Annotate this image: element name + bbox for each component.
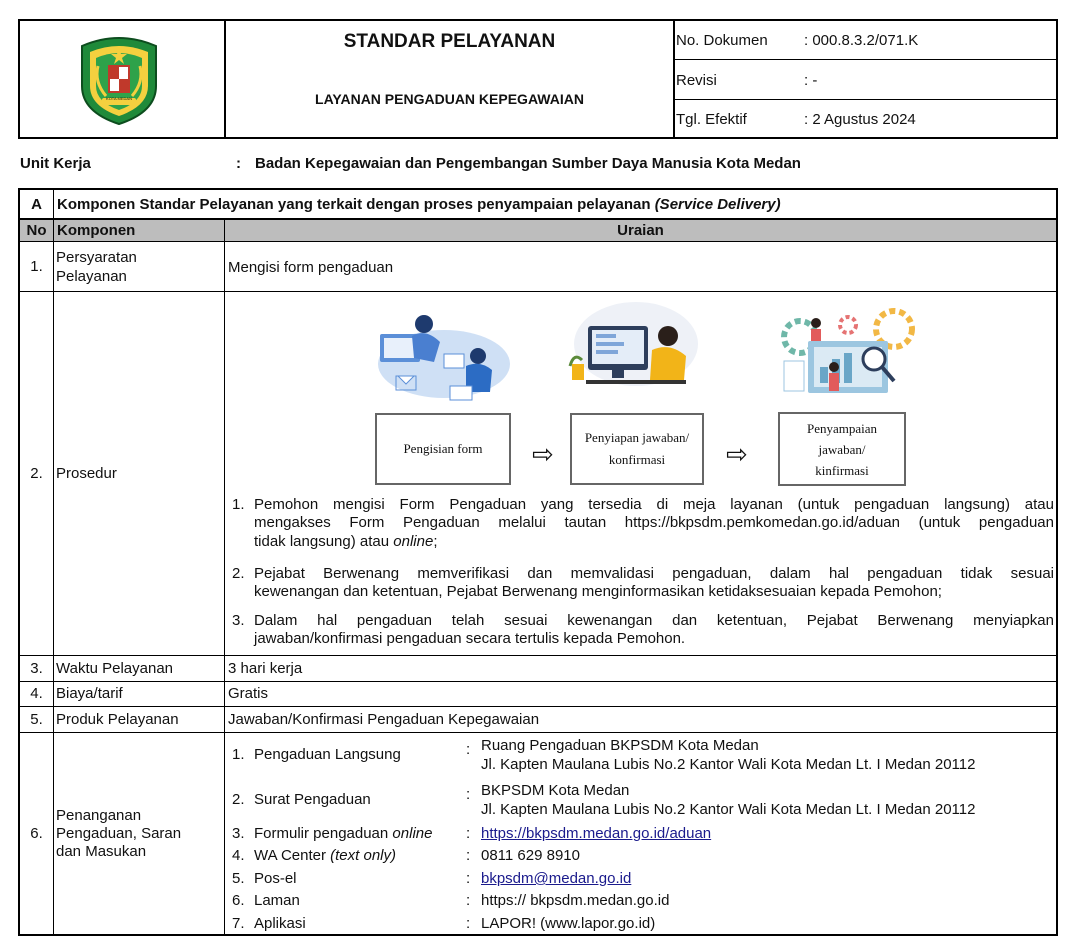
channel-label: Surat Pengaduan — [254, 791, 371, 808]
channel-number: 6. — [232, 892, 245, 909]
channel-value: https:// bkpsdm.medan.go.id — [481, 892, 670, 909]
row-divider — [18, 291, 1058, 292]
step-number: 3. — [232, 612, 245, 629]
row-divider — [18, 732, 1058, 733]
col-header-uraian: Uraian — [617, 222, 664, 239]
komponen-label: Waktu Pelayanan — [56, 660, 174, 677]
channel-colon: : — [466, 741, 471, 758]
step-text: mengakses Form Pengaduan melalui tautan https://bkpsdm.pemkomedan.go.id/aduan (untuk pengaduan — [254, 514, 1054, 531]
komponen-label: Persyaratan — [56, 249, 137, 266]
channel-label: Pengaduan Langsung — [254, 746, 401, 763]
channel-number: 7. — [232, 915, 245, 932]
flow-step-delivery — [778, 412, 906, 486]
flow-step-label: jawaban/ — [818, 441, 866, 457]
step-text-part: tidak langsung) atau — [254, 533, 394, 550]
channel-number: 2. — [232, 791, 245, 808]
channel-number: 3. — [232, 825, 245, 842]
komponen-label: Pengaduan, Saran — [56, 825, 182, 842]
unit-value: Badan Kepegawaian dan Pengembangan Sumber Daya Manusia Kota Medan — [255, 155, 801, 172]
channel-colon: : — [466, 825, 471, 842]
uraian-value: 3 hari kerja — [228, 660, 303, 677]
step-number: 1. — [232, 496, 245, 513]
step-text: Pemohon mengisi Form Pengaduan yang tersedia di meja layanan (untuk pengaduan langsung) atau — [254, 496, 1054, 513]
komponen-label: Pelayanan — [56, 268, 127, 285]
uraian-value: Mengisi form pengaduan — [228, 259, 394, 276]
channel-colon: : — [466, 870, 471, 887]
step-text: Dalam hal pengaduan telah sesuai kewenangan dan ketentuan, Pejabat Berwenang menyiapkan — [254, 612, 1054, 629]
flow-step-preparation — [570, 413, 704, 485]
channel-colon: : — [466, 786, 471, 803]
kota-medan-logo — [76, 32, 162, 126]
section-letter: A — [31, 196, 42, 213]
channel-number: 4. — [232, 847, 245, 864]
flow-step-label: konfirmasi — [608, 452, 666, 467]
flow-step-label: Penyiapan jawaban/ — [584, 430, 690, 445]
channel-label-part: WA Center — [254, 847, 331, 864]
channel-colon: : — [466, 915, 471, 932]
channel-value: 0811 629 8910 — [481, 847, 580, 864]
channel-value: Ruang Pengaduan BKPSDM Kota Medan — [481, 737, 759, 754]
col-header-komponen: Komponen — [57, 222, 136, 239]
row-number: 6. — [30, 825, 43, 842]
channel-value: BKPSDM Kota Medan — [481, 782, 630, 799]
channel-label: Laman — [254, 892, 300, 909]
channel-label — [254, 825, 432, 843]
channel-value: Jl. Kapten Maulana Lubis No.2 Kantor Wali Kota Medan Lt. I Medan 20112 — [481, 801, 976, 818]
revision-value: : - — [804, 72, 818, 89]
col-header-no: No — [26, 222, 47, 239]
unit-label: Unit Kerja — [20, 155, 91, 172]
email-link[interactable]: bkpsdm@medan.go.id — [481, 870, 632, 887]
row-number: 1. — [30, 258, 43, 275]
row-number: 5. — [30, 711, 43, 728]
row-divider — [18, 706, 1058, 707]
channel-colon: : — [466, 892, 471, 909]
channel-colon: : — [466, 847, 471, 864]
aduan-link[interactable]: https://bkpsdm.medan.go.id/aduan — [481, 825, 712, 842]
komponen-label: Prosedur — [56, 465, 117, 482]
header-divider — [673, 19, 675, 139]
meta-divider — [673, 59, 1057, 60]
channel-label-italic: (text only) — [330, 847, 396, 864]
channel-label: Aplikasi — [254, 915, 306, 932]
logo-caption: KOTA MEDAN — [106, 96, 132, 101]
effective-date-label: Tgl. Efektif — [676, 111, 747, 128]
answer-delivery-illustration — [778, 305, 918, 403]
flow-step-label: kinfirmasi — [815, 462, 869, 478]
channel-number: 1. — [232, 746, 245, 763]
row-number: 3. — [30, 660, 43, 677]
doc-number-label: No. Dokumen — [676, 32, 768, 49]
row-divider — [18, 241, 1058, 242]
channel-label-part: Formulir pengaduan — [254, 825, 393, 842]
step-number: 2. — [232, 565, 245, 582]
col-divider — [53, 188, 54, 936]
section-title — [57, 196, 781, 214]
page-title: STANDAR PELAYANAN — [343, 31, 556, 52]
section-title-italic: (Service Delivery) — [654, 196, 781, 213]
step-text: kewenangan dan ketentuan, Pejabat Berwenang menginformasikan ketidaksesuaian kepada Pemohon; — [254, 583, 942, 600]
meta-divider — [673, 99, 1057, 100]
step-text: Pejabat Berwenang memverifikasi dan memvalidasi pengaduan, dalam hal pengaduan tidak sesuai — [254, 565, 1054, 582]
unit-separator: : — [236, 155, 241, 172]
channel-label — [254, 847, 396, 865]
flow-step-label: Pengisian form — [403, 441, 483, 456]
channel-value: LAPOR! (www.lapor.go.id) — [481, 915, 656, 932]
col-divider — [224, 219, 225, 936]
service-table — [18, 188, 1058, 936]
row-divider — [18, 218, 1058, 220]
row-number: 2. — [30, 465, 43, 482]
step-text: jawaban/konfirmasi pengaduan secara tertulis kepada Pemohon. — [254, 630, 686, 647]
flow-arrow-icon: ⇨ — [532, 440, 554, 470]
komponen-label: Biaya/tarif — [56, 685, 123, 702]
row-divider — [18, 681, 1058, 682]
uraian-value: Jawaban/Konfirmasi Pengaduan Kepegawaian — [228, 711, 540, 728]
effective-date-value: : 2 Agustus 2024 — [804, 111, 916, 128]
channel-number: 5. — [232, 870, 245, 887]
flow-step-form — [375, 413, 511, 485]
step-text — [254, 533, 437, 551]
revision-label: Revisi — [676, 72, 717, 89]
channel-label-italic: online — [392, 825, 433, 842]
channel-label: Pos-el — [254, 870, 297, 887]
page-subtitle: LAYANAN PENGADUAN KEPEGAWAIAN — [315, 91, 584, 107]
row-number: 4. — [30, 685, 43, 702]
step-text-part: ; — [433, 533, 438, 550]
step-text-italic: online — [393, 533, 434, 550]
flow-step-label: Penyampaian — [806, 420, 878, 436]
answer-preparation-illustration — [566, 300, 702, 400]
komponen-label: Produk Pelayanan — [56, 711, 179, 728]
section-title-main: Komponen Standar Pelayanan yang terkait dengan proses penyampaian pelayanan — [57, 196, 655, 213]
uraian-value: Gratis — [228, 685, 269, 702]
row-divider — [18, 655, 1058, 656]
channel-value: Jl. Kapten Maulana Lubis No.2 Kantor Wali Kota Medan Lt. I Medan 20112 — [481, 756, 976, 773]
flow-arrow-icon: ⇨ — [726, 440, 748, 470]
doc-number-value: : 000.8.3.2/071.K — [804, 32, 919, 49]
komponen-label: Penanganan — [56, 807, 142, 824]
komponen-label: dan Masukan — [56, 843, 147, 860]
form-filling-illustration — [374, 306, 514, 406]
